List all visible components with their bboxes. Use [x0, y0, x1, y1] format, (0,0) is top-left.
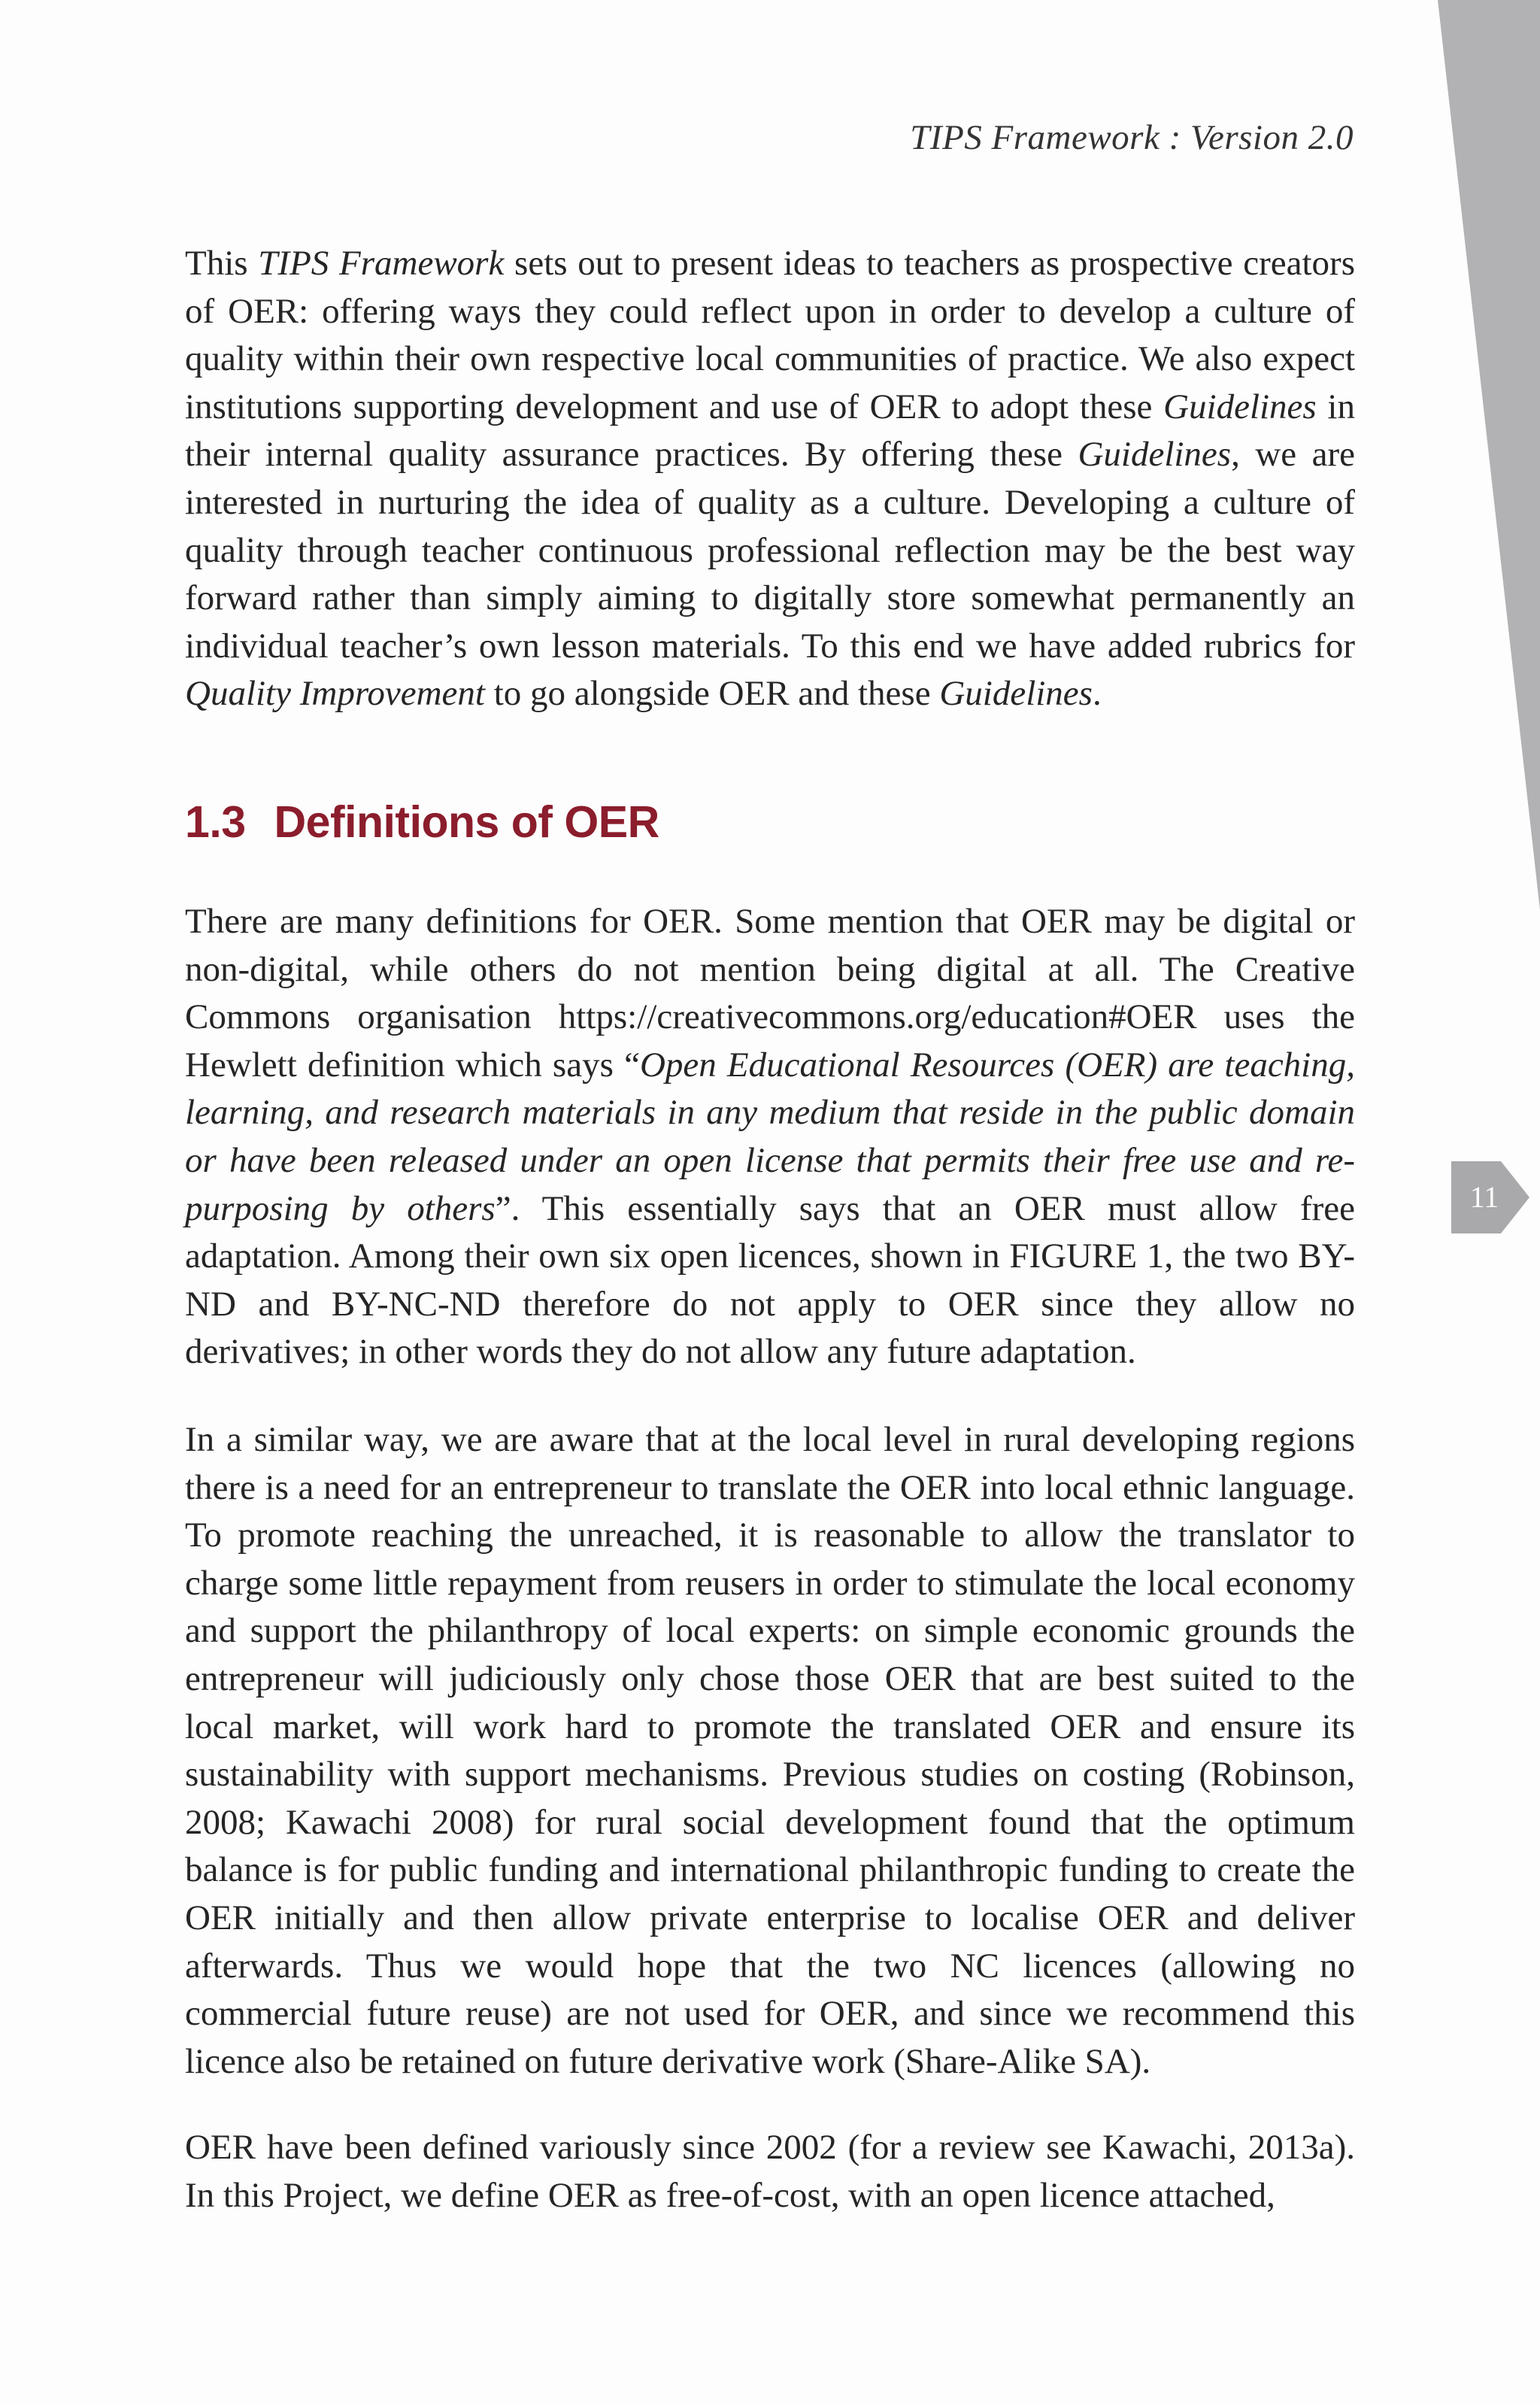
emphasis-text: Guidelines: [1163, 387, 1317, 426]
oer-definition-paragraph: [185, 2124, 1355, 2219]
intro-paragraph: [185, 240, 1355, 718]
text-run: .: [1092, 674, 1102, 714]
text-run: ”. This essentially says that an OER must allow free adaptation. Among their own six open licences, shown in FIGURE 1, the two BY-ND and BY-NC-ND therefore do not apply to OER since they allow no derivatives; in other words they do not allow any future adaptation.: [185, 1188, 1355, 1372]
page-number: 11: [1469, 1180, 1499, 1214]
emphasis-text: Guidelines: [939, 674, 1093, 714]
text-run: sets out to present ideas to teachers as prospective creators of OER: offering ways they could reflect upon in order to develop a culture of quality within their own respective local communities of practice. We also expect institutions supporting development and use of OER to adopt these: [185, 244, 1356, 426]
section-heading: [185, 796, 659, 848]
text-run: in their internal quality assurance practices. By offering these: [185, 387, 1355, 475]
emphasis-text: Quality Improvement: [185, 674, 485, 714]
section-number: 1.3: [185, 797, 246, 847]
translation-paragraph: [185, 1416, 1355, 2086]
running-header: TIPS Framework : Version 2.0: [910, 118, 1354, 157]
definitions-paragraph: [185, 898, 1355, 1376]
paragraph-text: OER have been defined variously since 2002 (for a review see Kawachi, 2013a). In this Project, we define OER as free-of-cost, with an open licence attached,: [185, 2128, 1355, 2215]
hewlett-quote: Open Educational Resources (OER) are teaching, learning, and research materials in any medium that reside in the public domain or have been released under an open license that permits their free use and re-purposing by others: [185, 1045, 1355, 1228]
paragraph-text: In a similar way, we are aware that at the local level in rural developing regions there is a need for an entrepreneur to translate the OER into local ethnic language. To promote reaching the unreached, it is reasonable to allow the translator to charge some little repayment from reusers in order to stimulate the local economy and support the philanthropy of local experts: on simple economic grounds the entrepreneur will judiciously only chose those OER that are best suited to the local market, will work hard to promote the translated OER and ensure its sustainability with support mechanisms. Previous studies on costing (Robinson, 2008; Kawachi 2008) for rural social development found that the optimum balance is for public funding and international philanthropic funding to create the OER initially and then allow private enterprise to localise OER and deliver afterwards. Thus we would hope that the two NC licences (allowing no commercial future reuse) are not used for OER, and since we recommend this licence also be retained on future derivative work (Share-Alike SA).: [185, 1420, 1355, 2081]
text-run: to go alongside OER and these: [484, 674, 940, 714]
text-run: There are many definitions for OER. Some mention that OER may be digital or non-digital, while others do not mention being digital at all. The Creative Commons organisation https://creativecommons.org/education#OER uses the Hewlett definition which says “: [185, 902, 1355, 1085]
text-run: This: [185, 244, 259, 283]
emphasis-text: Guidelines: [1078, 435, 1232, 475]
section-title: Definitions of OER: [274, 797, 659, 847]
text-run: , we are interested in nurturing the idea of quality as a culture. Developing a culture of quality through teacher continuous professional reflection may be the best way forward rather than simply aiming to digitally store somewhat permanently an individual teacher’s own lesson materials. To this end we have added rubrics for: [185, 435, 1355, 666]
emphasis-text: TIPS Framework: [258, 244, 505, 283]
